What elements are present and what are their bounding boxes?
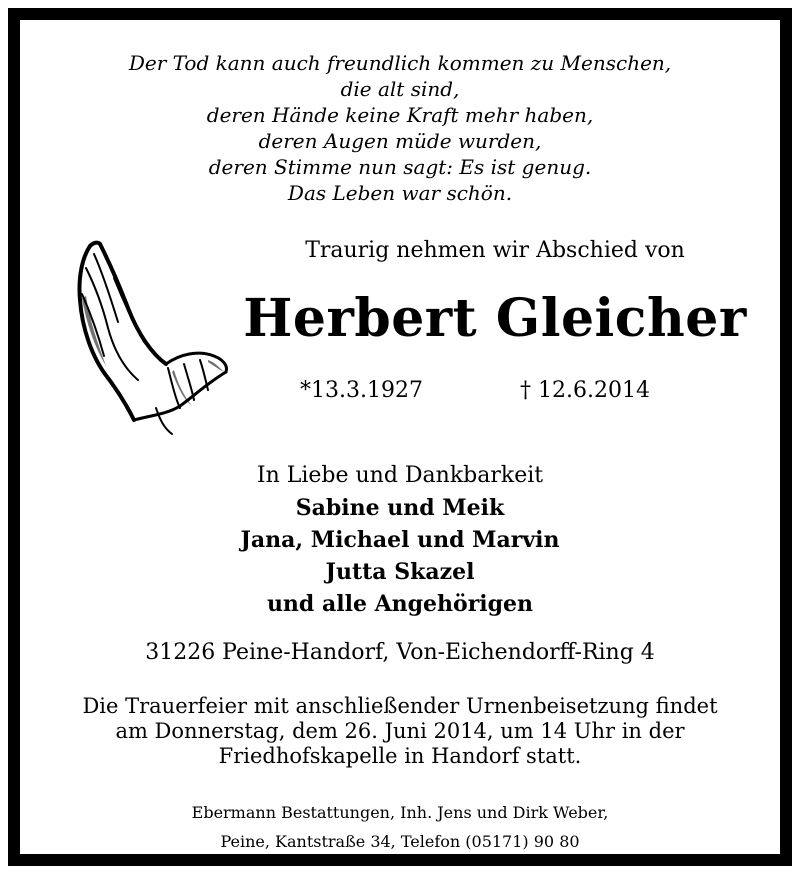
family-address: 31226 Peine-Handorf, Von-Eichendorff-Ring 4 — [145, 640, 655, 665]
ceremony-line: am Donnerstag, dem 26. Juni 2014, um 14 Uhr in der — [115, 719, 685, 743]
obituary-frame — [8, 8, 792, 866]
family-line: Jutta Skazel — [325, 559, 475, 585]
poem-line: deren Stimme nun sagt: Es ist genug. — [208, 155, 592, 179]
gratitude-line: In Liebe und Dankbarkeit — [256, 463, 544, 488]
poem-line: deren Augen müde wurden, — [258, 129, 542, 153]
farewell-line: Traurig nehmen wir Abschied von — [305, 238, 685, 263]
family-line: Sabine und Meik — [295, 495, 505, 521]
obituary-body — [20, 20, 780, 854]
death-date: † 12.6.2014 — [520, 378, 650, 403]
deceased-name: Herbert Gleicher — [243, 288, 747, 349]
ceremony-line: Friedhofskapelle in Handorf statt. — [218, 744, 582, 768]
poem-line: die alt sind, — [340, 77, 460, 101]
mourners-block — [20, 460, 780, 620]
poem-line: Der Tod kann auch freundlich kommen zu Menschen, — [128, 51, 672, 75]
birth-date: *13.3.1927 — [300, 378, 423, 403]
ceremony-notice — [20, 694, 780, 769]
ceremony-line: Die Trauerfeier mit anschließender Urnenbeisetzung findet — [82, 694, 718, 718]
poem — [20, 50, 780, 206]
family-line: Jana, Michael und Marvin — [240, 527, 560, 553]
undertaker-line: Ebermann Bestattungen, Inh. Jens und Dirk Weber, — [191, 803, 609, 822]
undertaker-line: Peine, Kantstraße 34, Telefon (05171) 90 80 — [220, 832, 580, 851]
poem-line: Das Leben war schön. — [287, 181, 513, 205]
family-line: und alle Angehörigen — [266, 591, 534, 617]
poem-line: deren Hände keine Kraft mehr haben, — [206, 103, 594, 127]
undertaker-info — [20, 798, 780, 856]
